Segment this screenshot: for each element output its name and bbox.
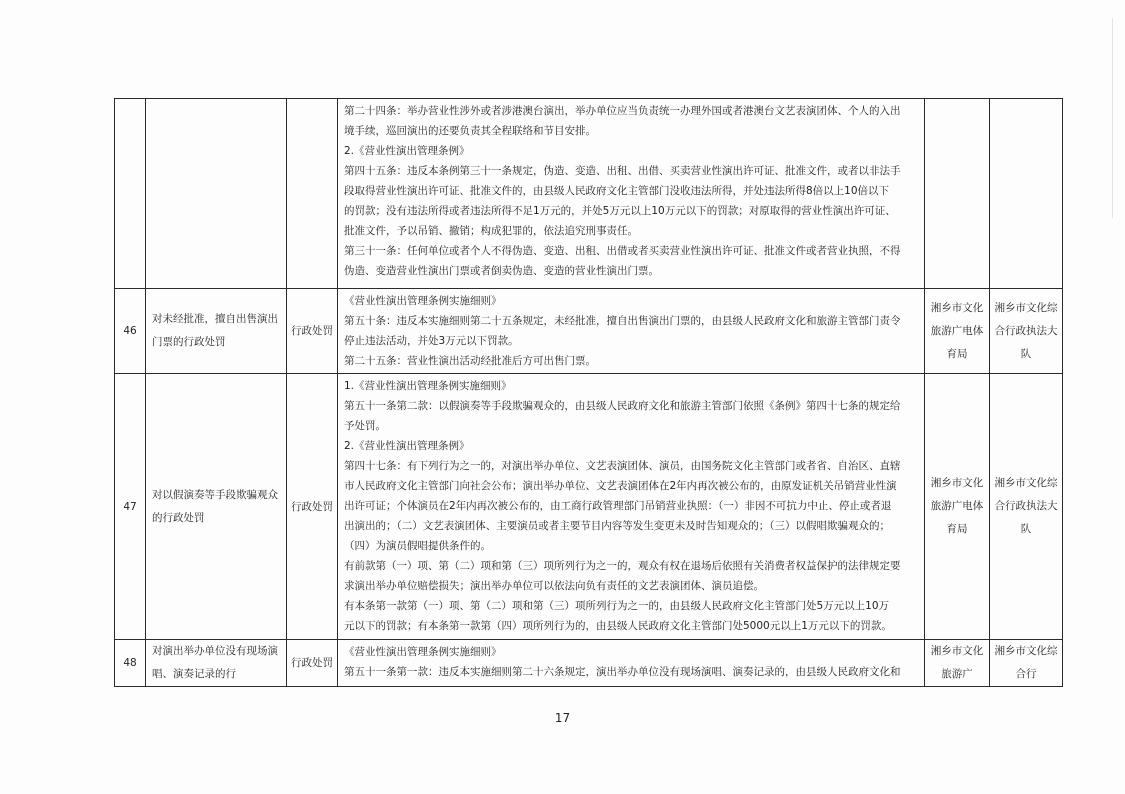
enforcement-unit	[990, 99, 1063, 289]
legal-basis-line: 1.《营业性演出管理条例实施细则》	[344, 380, 512, 392]
item-type: 行政处罚	[287, 374, 338, 640]
responsible-department	[925, 289, 990, 374]
item-name	[146, 99, 287, 289]
enforcement-items-table	[114, 98, 1063, 687]
responsible-department	[925, 640, 990, 687]
legal-basis	[338, 289, 925, 374]
enforcement-unit-text: 湘乡市文化综合行政执法大队	[994, 301, 1058, 360]
item-type: 行政处罚	[287, 289, 338, 374]
item-name-text: 对未经批准，擅自出售演出门票的行政处罚	[152, 313, 278, 348]
responsible-department	[925, 99, 990, 289]
item-name-text: 对演出举办单位没有现场演唱、演奏记录的行	[152, 645, 278, 680]
legal-basis-line: 停止违法活动，并处3万元以下罚款。	[344, 335, 519, 347]
legal-basis-line: 第二十五条：营业性演出活动经批准后方可出售门票。	[344, 355, 596, 367]
item-name	[146, 289, 287, 374]
row-number: 47	[115, 374, 146, 640]
item-name	[146, 640, 287, 687]
legal-basis-line: 境手续，巡回演出的还要负责其全程联络和节目安排。	[344, 125, 596, 137]
legal-basis-line: 的罚款；没有违法所得或者违法所得不足1万元的，并处5万元以上10万元以下的罚款；对原取得的营业性演出许可证、	[344, 205, 896, 217]
table-row	[115, 99, 1063, 289]
legal-basis-line: 第五十一条第二款：以假演奏等手段欺骗观众的，由县级人民政府文化和旅游主管部门依照《条例》第四十七条的规定给	[344, 400, 901, 412]
legal-basis-line: 第五十条：违反本实施细则第二十五条规定，未经批准，擅自出售演出门票的，由县级人民政府文化和旅游主管部门责令	[344, 315, 901, 327]
legal-basis-line: 批准文件，予以吊销、撤销；构成犯罪的，依法追究刑事责任。	[344, 225, 638, 237]
enforcement-unit	[990, 640, 1063, 687]
table-row	[115, 289, 1063, 374]
responsible-department	[925, 374, 990, 640]
row-number	[115, 99, 146, 289]
item-name-text: 对以假演奏等手段欺骗观众的行政处罚	[152, 488, 278, 524]
table-row	[115, 640, 1063, 687]
item-name	[146, 374, 287, 640]
enforcement-unit	[990, 374, 1063, 640]
legal-basis-line: 求演出举办单位赔偿损失；演出举办单位可以依法向负有责任的文艺表演团体、演员追偿。	[344, 580, 764, 592]
legal-basis-line: 《营业性演出管理条例实施细则》	[344, 646, 502, 658]
enforcement-unit	[990, 289, 1063, 374]
legal-basis-line: 2.《营业性演出管理条例》	[344, 145, 470, 157]
legal-basis-line: 市人民政府文化主管部门向社会公布；演出举办单位、文艺表演团体在2年内再次被公布的，由原发证机关吊销营业性演	[344, 480, 897, 492]
legal-basis	[338, 640, 925, 687]
legal-basis-line: 予处罚。	[344, 420, 386, 432]
legal-basis-line: 段取得营业性演出许可证、批准文件的，由县级人民政府文化主管部门没收违法所得，并处违法所得8倍以上10倍以下	[344, 185, 890, 197]
legal-basis-line: 出许可证；个体演员在2年内再次被公布的，由工商行政管理部门吊销营业执照：（一）非因不可抗力中止、停止或者退	[344, 500, 892, 512]
legal-basis-line: （四）为演员假唱提供条件的。	[344, 540, 491, 552]
enforcement-unit-text: 湘乡市文化综合行	[994, 645, 1058, 680]
scan-edge-mark	[1112, 18, 1113, 218]
legal-basis-line: 第五十一条第一款：违反本实施细则第二十六条规定，演出举办单位没有现场演唱、演奏记录的，由县级人民政府文化和	[344, 666, 901, 678]
legal-basis	[338, 99, 925, 289]
legal-basis-line: 第四十五条：违反本条例第三十一条规定，伪造、变造、出租、出借、买卖营业性演出许可证、批准文件，或者以非法手	[344, 165, 901, 177]
legal-basis-line: 有本条第一款第（一）项、第（二）项和第（三）项所列行为之一的，由县级人民政府文化主管部门处5万元以上10万	[344, 600, 890, 612]
enforcement-unit-text: 湘乡市文化综合行政执法大队	[994, 477, 1058, 535]
item-type	[287, 99, 338, 289]
legal-basis-line: 元以下的罚款；有本条第一款第（四）项所列行为的，由县级人民政府文化主管部门处5000元以上1万元以下的罚款。	[344, 620, 892, 632]
legal-basis-line: 伪造、变造营业性演出门票或者倒卖伪造、变造的营业性演出门票。	[344, 265, 659, 277]
row-number: 48	[115, 640, 146, 687]
table-row	[115, 374, 1063, 640]
legal-basis-line: 第四十七条：有下列行为之一的，对演出举办单位、文艺表演团体、演员，由国务院文化主管部门或者省、自治区、直辖	[344, 460, 901, 472]
page-number: 17	[554, 711, 571, 725]
item-type: 行政处罚	[287, 640, 338, 687]
legal-basis-line: 第三十一条：任何单位或者个人不得伪造、变造、出租、出借或者买卖营业性演出许可证、批准文件或者营业执照，不得	[344, 245, 901, 257]
legal-basis-line: 出演出的；（二）文艺表演团体、主要演员或者主要节目内容等发生变更未及时告知观众的；（三）以假唱欺骗观众的；	[344, 520, 890, 532]
legal-basis-line: 第二十四条：举办营业性涉外或者涉港澳台演出，举办单位应当负责统一办理外国或者港澳台文艺表演团体、个人的入出	[344, 105, 901, 117]
legal-basis-line: 有前款第（一）项、第（二）项和第（三）项所列行为之一的，观众有权在退场后依照有关消费者权益保护的法律规定要	[344, 560, 901, 572]
responsible-department-text: 湘乡市文化旅游广电体育局	[930, 301, 984, 360]
legal-basis	[338, 374, 925, 640]
responsible-department-text: 湘乡市文化旅游广	[930, 645, 984, 680]
legal-basis-line: 《营业性演出管理条例实施细则》	[344, 295, 502, 307]
legal-basis-line: 2.《营业性演出管理条例》	[344, 440, 470, 452]
row-number: 46	[115, 289, 146, 374]
responsible-department-text: 湘乡市文化旅游广电体育局	[930, 477, 984, 535]
